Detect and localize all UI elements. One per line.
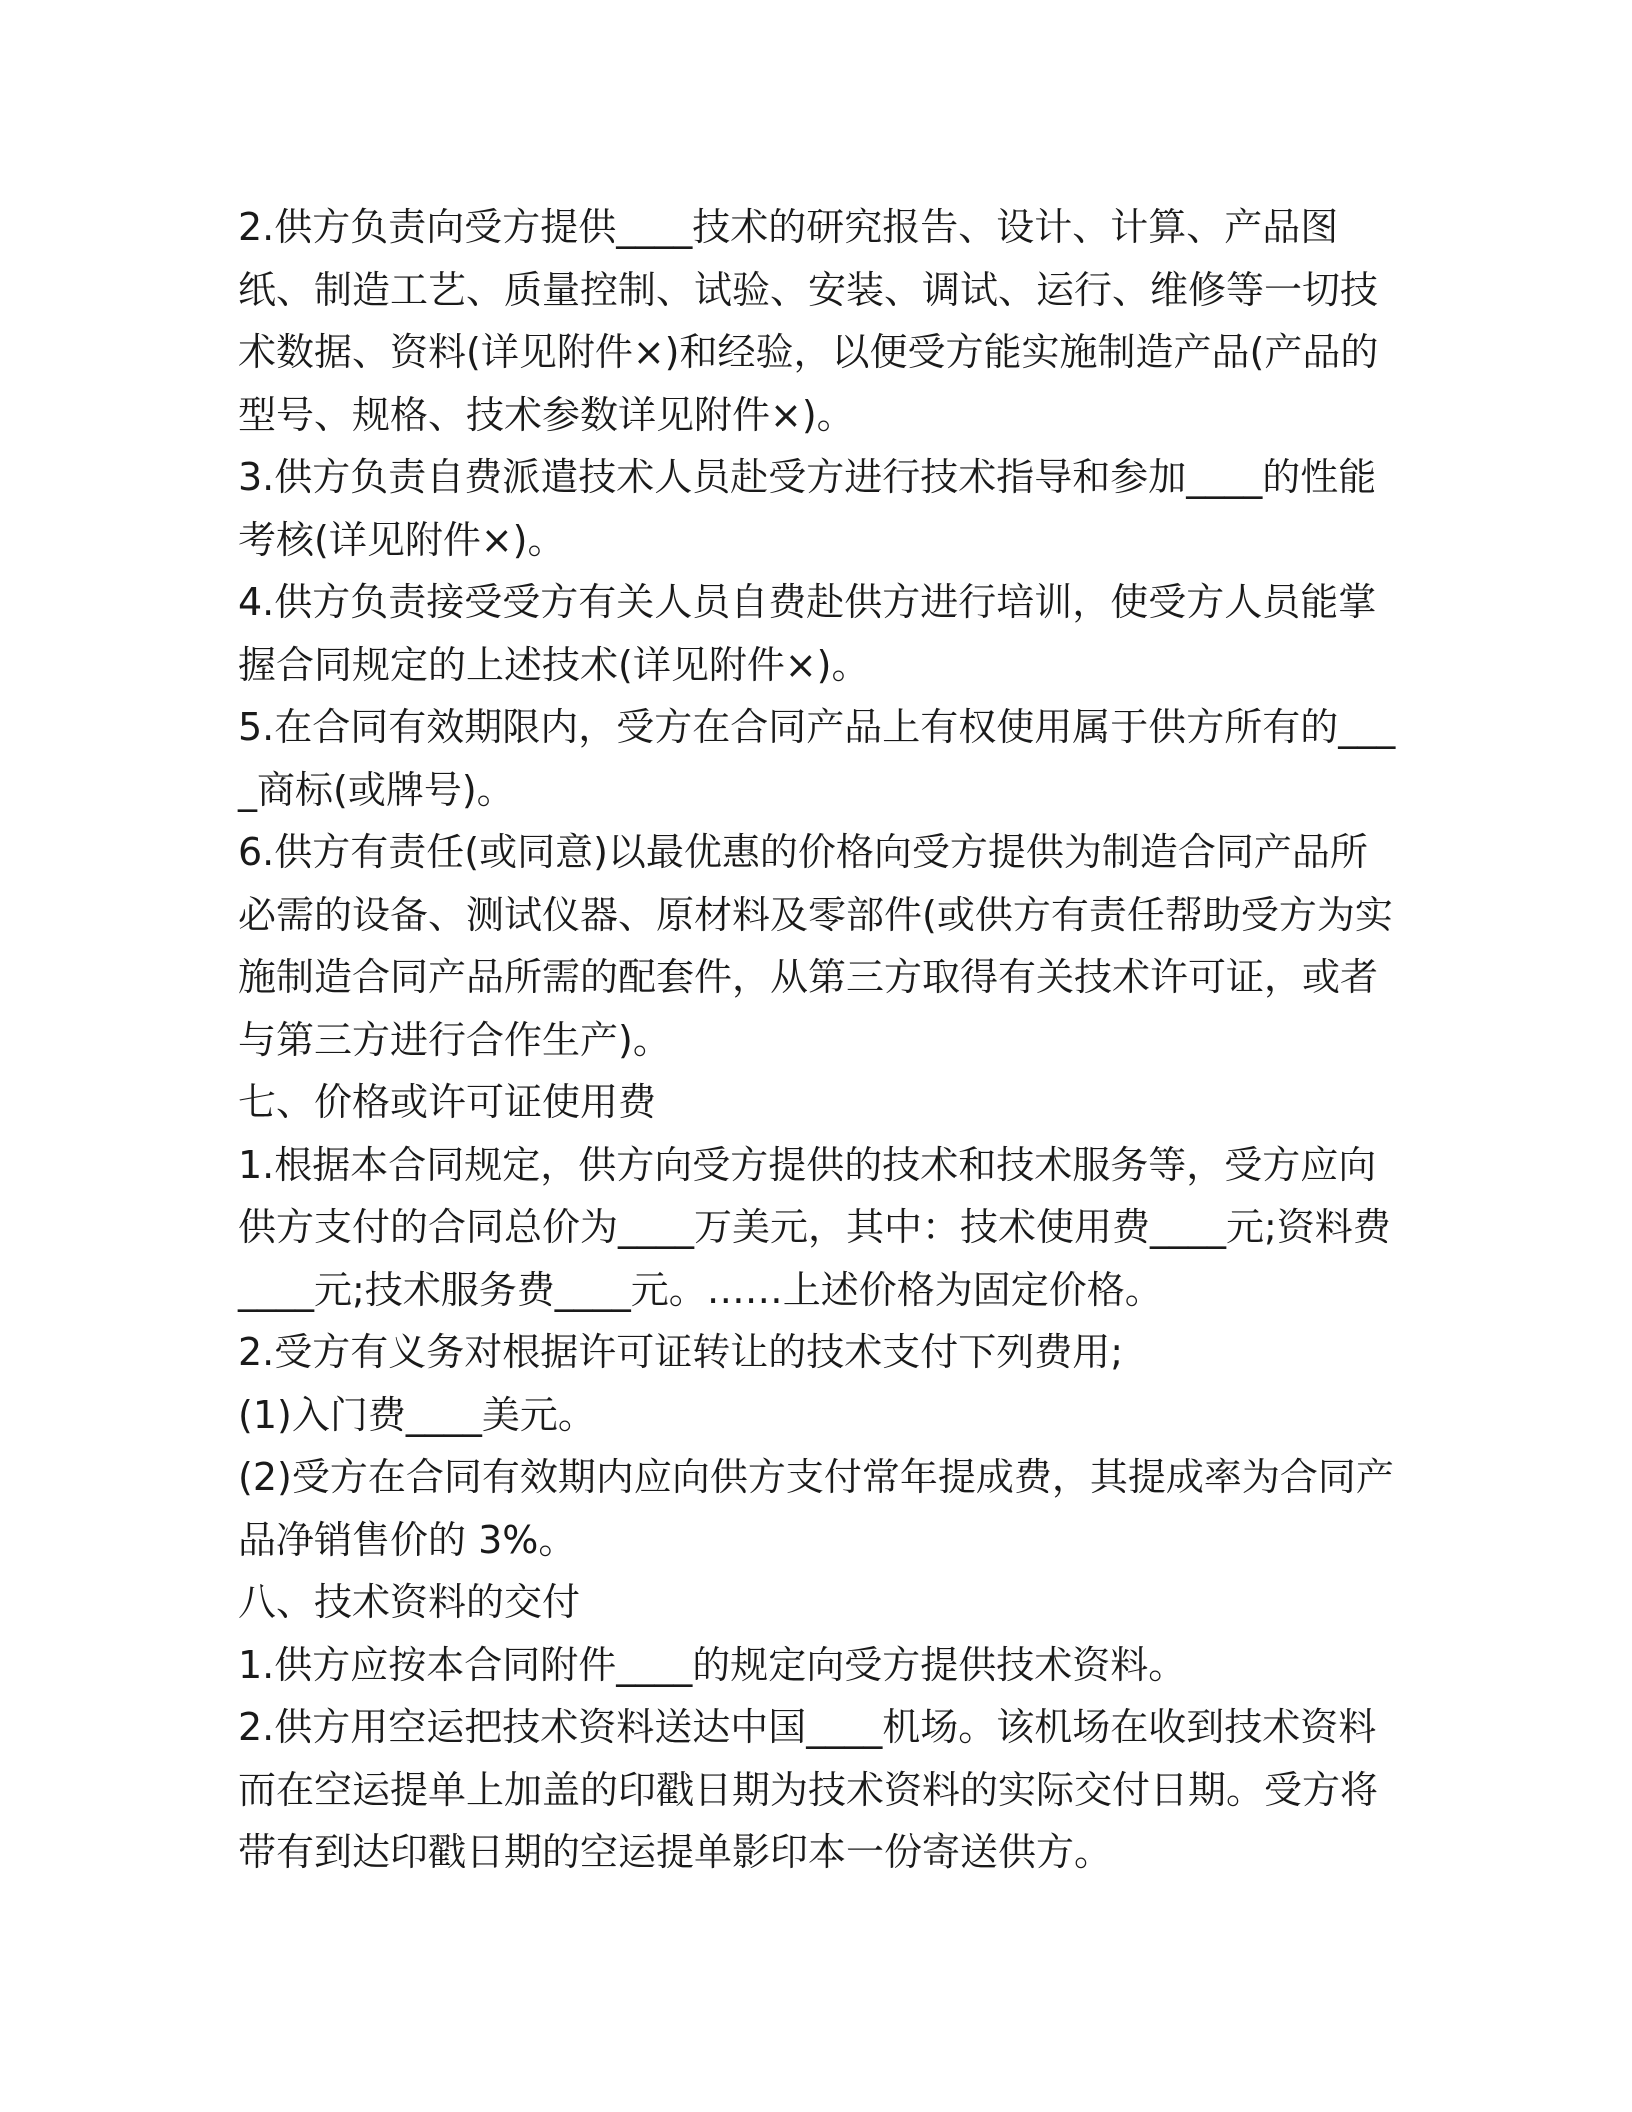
clause-delivery-1-annex: 1.供方应按本合同附件____的规定向受方提供技术资料。 bbox=[238, 1642, 1187, 1687]
clause-3-technical-staff: 3.供方负责自费派遣技术人员赴受方进行技术指导和参加____的性能考核(详见附件×)。 bbox=[238, 455, 1377, 562]
clause-6-equipment-supply: 6.供方有责任(或同意)以最优惠的价格向受方提供为制造合同产品所必需的设备、测试仪器、原材料及零部件(或供方有责任帮助受方为实施制造合同产品所需的配套件，从第三方取得有关技术许可证，或者与第三方进行合作生产)。 bbox=[238, 830, 1393, 1062]
clause-price-entry-fee: (1)入门费____美元。 bbox=[238, 1392, 596, 1437]
clause-5-trademark: 5.在合同有效期限内，受方在合同产品上有权使用属于供方所有的____商标(或牌号)。 bbox=[238, 705, 1396, 812]
document-body bbox=[238, 196, 1398, 1884]
section-heading-delivery: 八、技术资料的交付 bbox=[238, 1580, 581, 1624]
section-heading-price: 七、价格或许可证使用费 bbox=[238, 1080, 657, 1124]
clause-price-royalty: (2)受方在合同有效期内应向供方支付常年提成费，其提成率为合同产品净销售价的 3%。 bbox=[238, 1455, 1394, 1562]
clause-2-technical-data: 2.供方负责向受方提供____技术的研究报告、设计、计算、产品图纸、制造工艺、质量控制、试验、安装、调试、运行、维修等一切技术数据、资料(详见附件×)和经验，以便受方能实施制造产品(产品的型号、规格、技术参数详见附件×)。 bbox=[238, 205, 1379, 437]
clause-4-training: 4.供方负责接受受方有关人员自费赴供方进行培训，使受方人员能掌握合同规定的上述技术(详见附件×)。 bbox=[238, 580, 1377, 687]
clause-delivery-2-airfreight: 2.供方用空运把技术资料送达中国____机场。该机场在收到技术资料而在空运提单上加盖的印戳日期为技术资料的实际交付日期。受方将带有到达印戳日期的空运提单影印本一份寄送供方。 bbox=[238, 1705, 1379, 1874]
clause-price-2-fees: 2.受方有义务对根据许可证转让的技术支付下列费用; bbox=[238, 1330, 1124, 1374]
clause-price-1-total: 1.根据本合同规定，供方向受方提供的技术和技术服务等，受方应向供方支付的合同总价为____万美元，其中：技术使用费____元;资料费____元;技术服务费____元。……上述价格为固定价格。 bbox=[238, 1142, 1391, 1312]
